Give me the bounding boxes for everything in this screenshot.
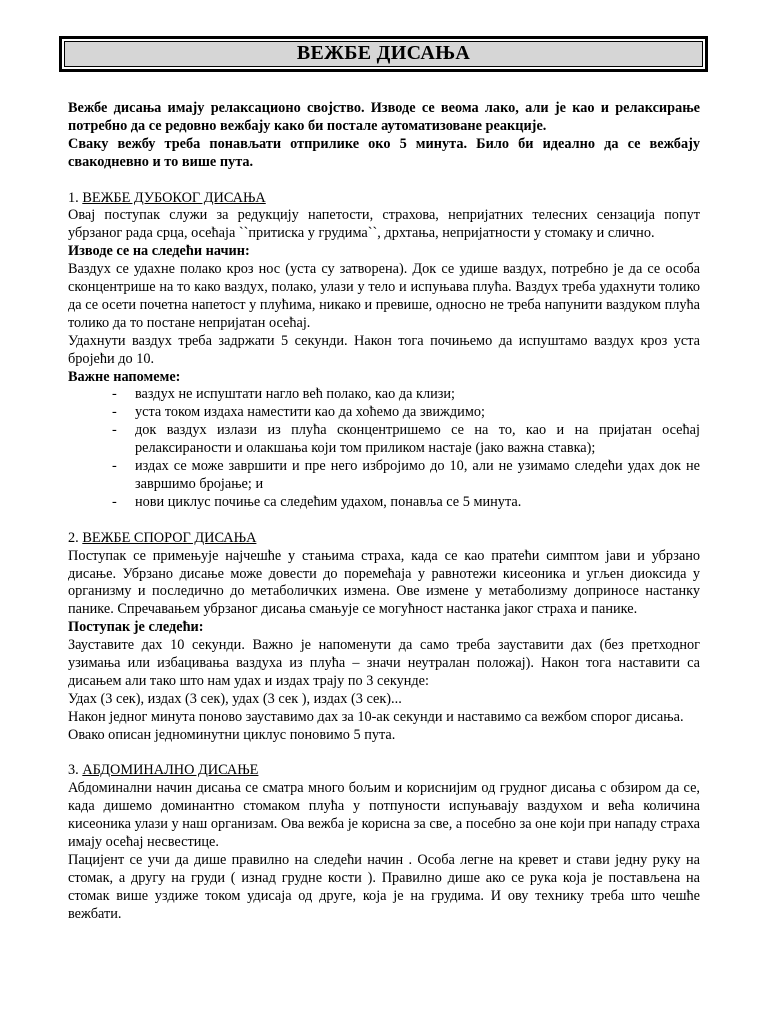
section-3-paragraph-2: Пацијент се учи да дише правилно на следећи начин . Особа легне на кревет и стави једну руку на стомак, а другу на груди ( изнад грудне кости ). Правилно дише ако се рука која је постављена на стомак више уздиже током удисаја од друге, која је на грудима. И ову технику треба што чешће вежбати. — [68, 852, 700, 922]
list-item — [68, 422, 700, 458]
spacer — [68, 512, 700, 530]
section-2-number: 2. — [68, 529, 79, 546]
dash-bullet: - — [112, 422, 117, 439]
section-1-paragraph-2: Ваздух се удахне полако кроз нос (уста су затворена). Док се удише ваздух, потребно је да се особа сконцентрише на то како ваздух, полако, улази у тело и испуњава плућа. Ваздух треба удахнути толико да се осети почетна напетост у плућима, никако и превише, односно не треба напунити ваздуком плућа толико да то постане непријатан осећај. — [68, 261, 700, 331]
section-1-paragraph-3: Удахнути ваздух треба задржати 5 секунди. Након тога почињемо да испуштамо ваздух кроз уста бројећи до 10. — [68, 332, 700, 367]
list-item — [68, 458, 700, 494]
section-1-heading — [68, 190, 700, 208]
section-3-paragraph-1: Абдоминални начин дисања се сматра много бољим и кориснијим од грудног дисања с обзиром да се, када дишемо доминантно стомаком плућа у потпуности испуњавају ваздухом и већа количина кисеоника улази у наш организам. Ова вежба је корисна за све, а посебно за оне који при нападу страха имају осећај несвестице. — [68, 780, 700, 851]
section-3-number: 3. — [68, 762, 79, 779]
section-1-title: ВЕЖБЕ ДУБОКОГ ДИСАЊА — [82, 189, 266, 206]
section-2-paragraph-1: Поступак се примењује најчешће у стањима страха, када се као пратећи симптом јави и убрзано дисање. Убрзано дисање може довести до поремећаја у равнотежи кисеоника и угљен диоксида у организму и последично до метаболичких измена. Ове измене у метаболизму доприносе настанку панике. Спречавањем убрзаног дисања смањује се могућност настанка јаког страха и панике. — [68, 547, 700, 618]
section-2-paragraph-2: Зауставите дах 10 секунди. Важно је напоменути да само треба зауставити дах (без претходног узимања или избацивања ваздуха из плућа – значи неутралан положај). Након тога наставити са дисањем али тако што нам удах и издах трају по 3 секунде: — [68, 637, 700, 689]
spacer — [68, 172, 700, 190]
intro-paragraph-1: Вежбе дисања имају релаксационо својство. Изводе се веома лако, али је као и релаксирање потребно да се редовно вежбају како би постале аутоматизоване реакције. — [68, 100, 700, 134]
section-2-heading — [68, 530, 700, 548]
list-item-text: док ваздух излази из плућа сконцентришемо се на то, као и на пријатан осећај релаксираности и олакшања који том приликом настаје (јако важна ставка); — [135, 422, 700, 457]
list-item-text: издах се може завршити и пре него избројимо до 10, али не узимамо следећи удах док не завршимо бројање; и — [135, 458, 700, 493]
page-title: ВЕЖБЕ ДИСАЊА — [64, 41, 703, 67]
intro-paragraph-2: Сваку вежбу треба понављати отприлике око 5 минута. Било би идеално да се вежбају свакодневно и то више пута. — [68, 135, 700, 170]
dash-bullet: - — [112, 493, 117, 510]
dash-bullet: - — [112, 386, 117, 403]
title-frame — [59, 36, 708, 72]
dash-bullet: - — [112, 404, 117, 421]
list-item-text: уста током издаха наместити као да хоћемо да звиждимо; — [135, 404, 485, 421]
list-item-text: ваздух не испуштати нагло већ полако, као да клизи; — [135, 386, 456, 403]
section-1-subheading-2: Важне напомеме: — [68, 368, 181, 385]
section-1-notes-list — [68, 386, 700, 511]
section-3-title: АБДОМИНАЛНО ДИСАЊЕ — [82, 762, 259, 779]
section-1-subheading-1: Изводе се на следећи начин: — [68, 243, 250, 260]
section-1-number: 1. — [68, 189, 79, 206]
section-2-paragraph-4: Након једног минута поново зауставимо дах за 10-ак секунди и наставимо са вежбом спорог дисања. — [68, 708, 684, 725]
section-3-heading — [68, 762, 700, 780]
spacer — [68, 745, 700, 763]
document-body — [68, 100, 700, 924]
section-2-paragraph-3: Удах (3 сек), издах (3 сек), удах (3 сек ), издах (3 сек)... — [68, 690, 402, 707]
section-1-paragraph-1: Овај поступак служи за редукцију напетости, страхова, непријатних телесних сензација попут убрзаног рада срца, осећаја ``притиска у грудима``, дрхтања, непријатности у стомаку и слично. — [68, 207, 700, 242]
dash-bullet: - — [112, 458, 117, 475]
section-2-paragraph-5: Овако описан једноминутни циклус поновимо 5 пута. — [68, 726, 396, 743]
list-item — [68, 404, 700, 422]
section-2-subheading: Поступак је следећи: — [68, 619, 204, 636]
section-2-title: ВЕЖБЕ СПОРОГ ДИСАЊА — [82, 529, 257, 546]
list-item — [68, 494, 700, 512]
list-item — [68, 386, 700, 404]
list-item-text: нови циклус почиње са следећим удахом, понавља се 5 минута. — [135, 493, 522, 510]
